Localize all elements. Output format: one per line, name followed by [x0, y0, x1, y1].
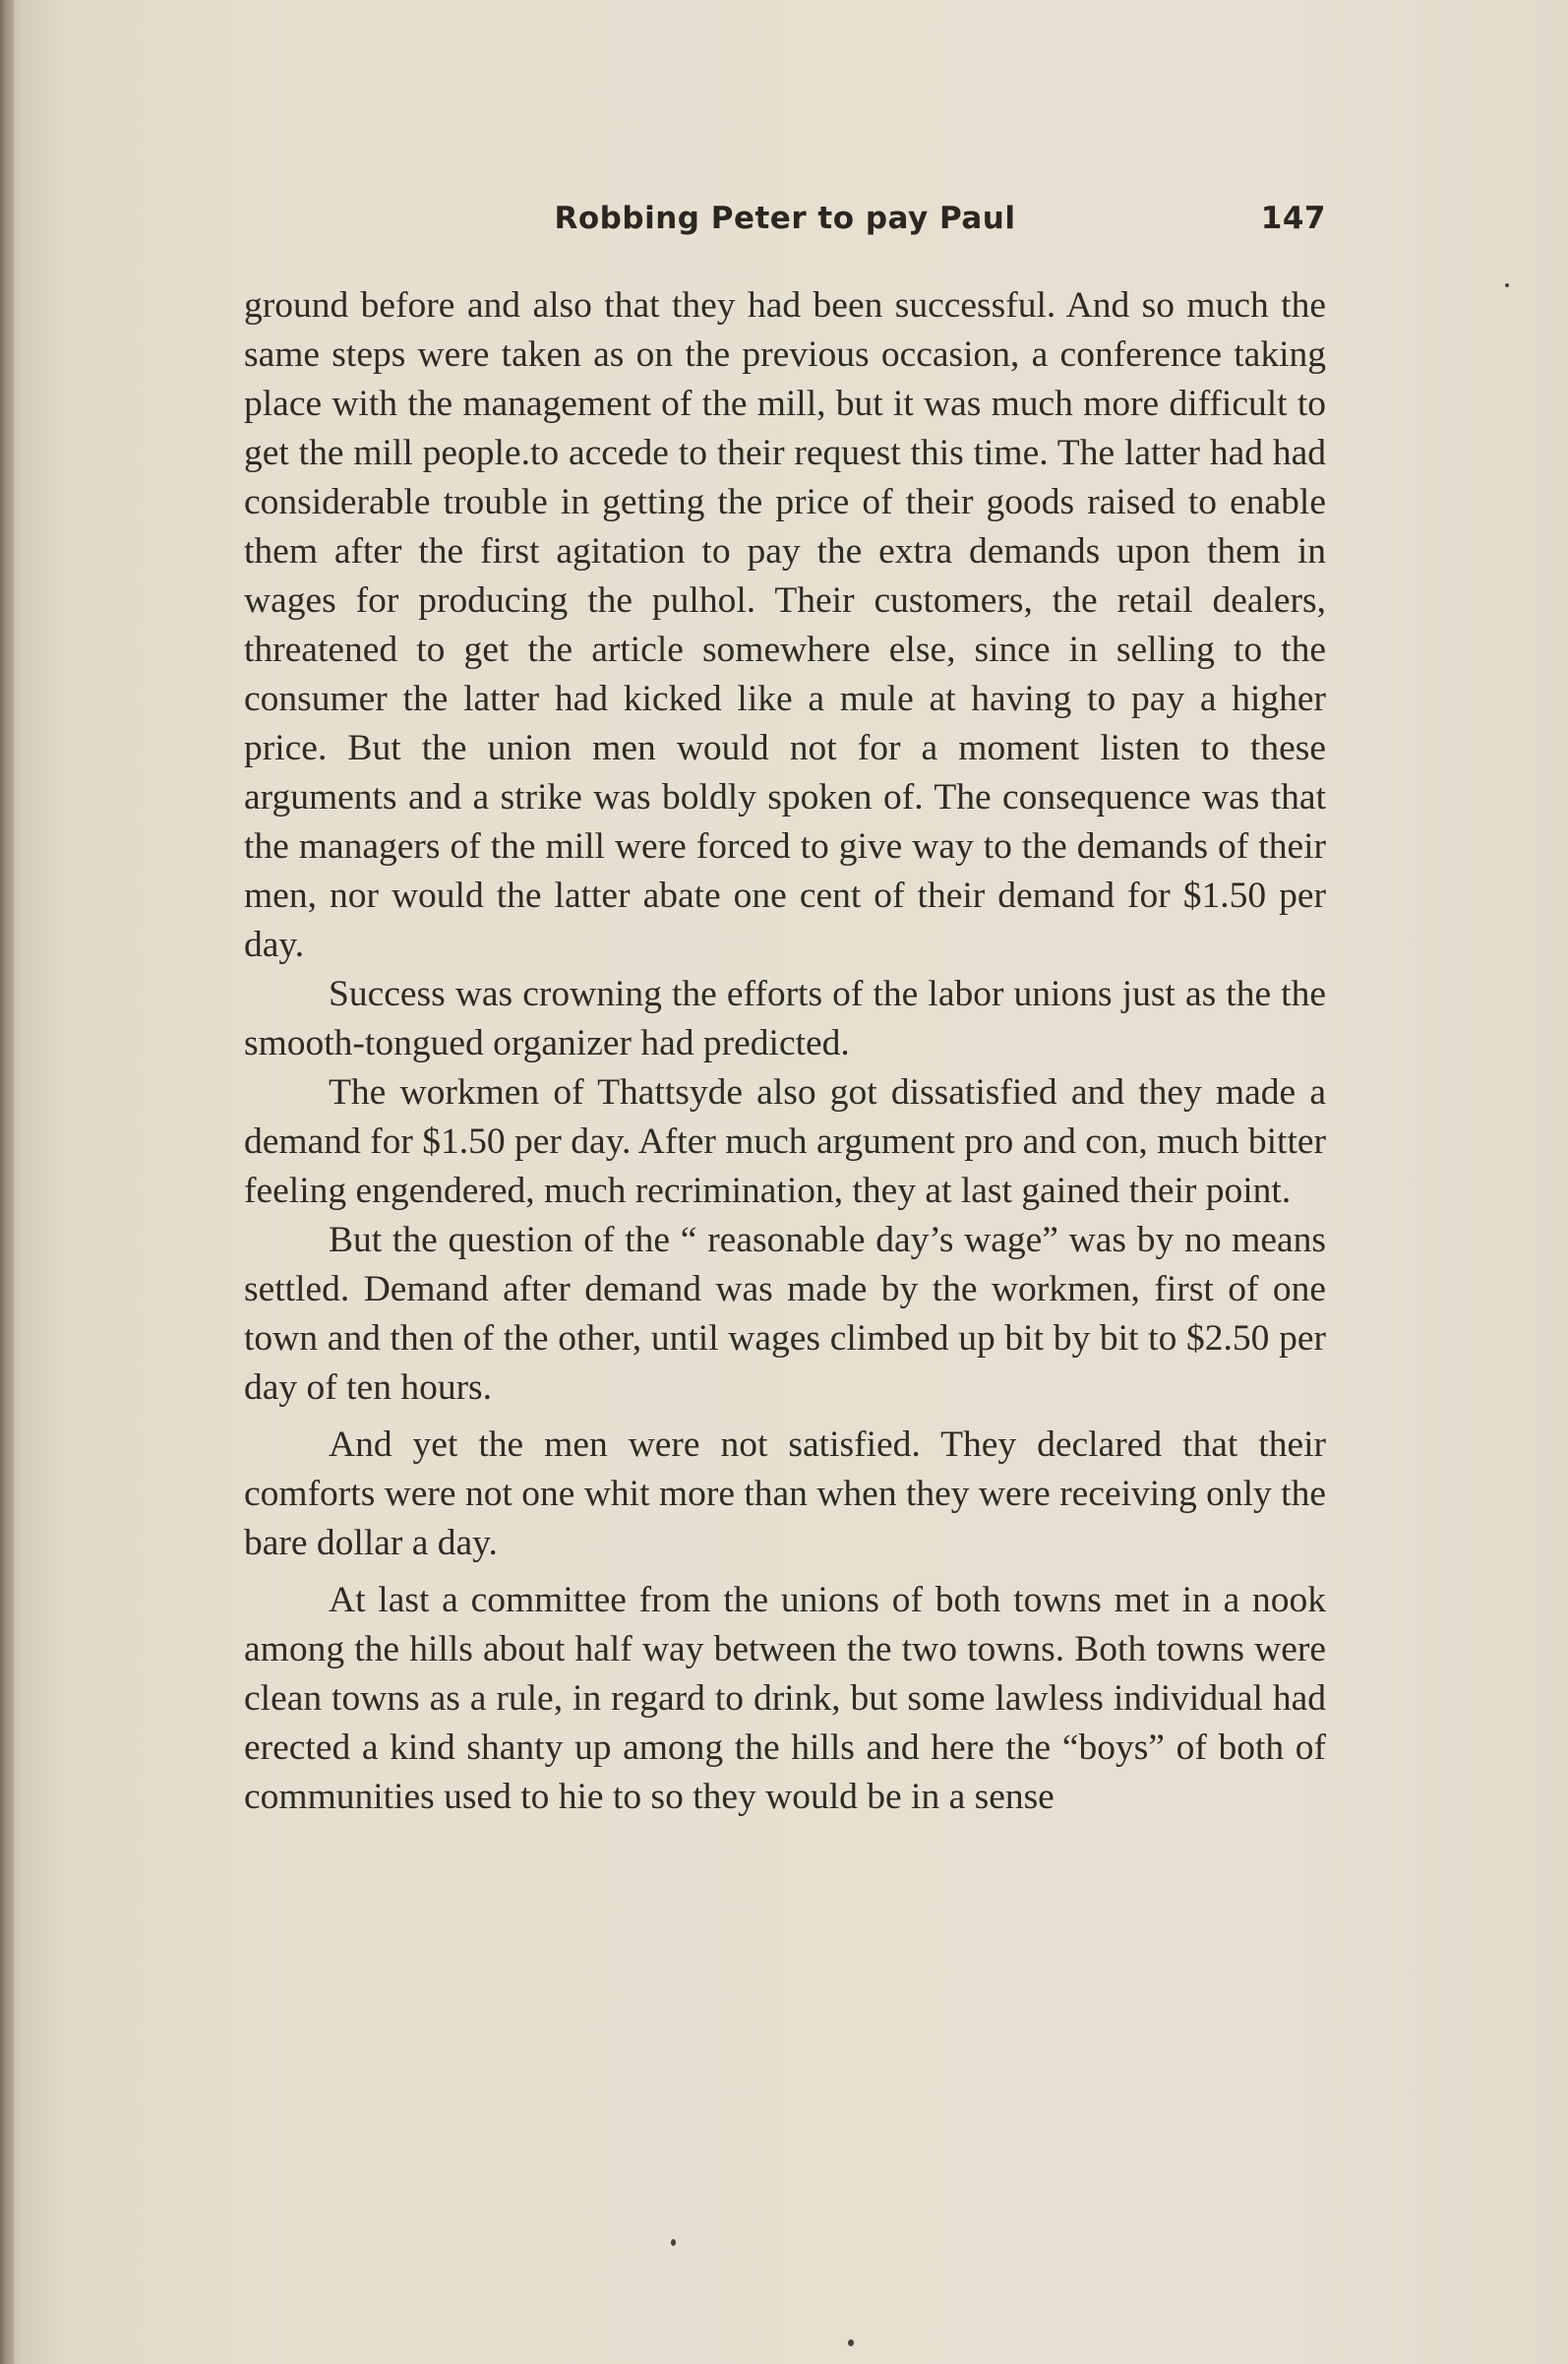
ink-speck: [1505, 283, 1509, 287]
paragraph-3: The workmen of Thattsyde also got dissatisfied and they made a demand for $1.50 per day. After much argument pro and con, much bitter feeling engendered, much recrimination, they at last gained their point.: [244, 1072, 1326, 1211]
paragraph-5: And yet the men were not satisfied. They declared that their comforts were not one whit more than when they were receiving only the bare dollar a day.: [244, 1424, 1326, 1563]
binding-edge: [0, 0, 14, 2364]
page-header: [244, 201, 1326, 250]
ink-speck: [671, 2239, 676, 2246]
paragraph-1: ground before and also that they had been successful. And so much the same steps were taken as on the previous occasion, a conference taking place with the management of the mill, but it was much more difficult to get the mill people.to accede to their request this time. The latter had had considerable trouble in getting the price of their goods raised to enable them after the first agitation to pay the extra demands upon them in wages for producing the pulhol. Their customers, the retail dealers, threatened to get the article somewhere else, since in selling to the consumer the latter had kicked like a mule at having to pay a higher price. But the union men would not for a moment listen to these arguments and a strike was boldly spoken of. The consequence was that the managers of the mill were forced to give way to the demands of their men, nor would the latter abate one cent of their demand for $1.50 per day.: [244, 285, 1326, 965]
running-title: Robbing Peter to pay Paul: [554, 201, 1016, 236]
page-number: 147: [1260, 201, 1326, 236]
paragraph-4: But the question of the “ reasonable day’s wage” was by no means settled. Demand after demand was made by the workmen, first of one town and then of the other, until wages climbed up bit by bit to $2.50 per day of ten hours.: [244, 1220, 1326, 1408]
paragraph-2: Success was crowning the efforts of the labor unions just as the the smooth-tongued organizer had predicted.: [244, 974, 1326, 1063]
body-text: [244, 281, 1326, 1822]
ink-speck: [848, 2339, 854, 2346]
paragraph-6: At last a committee from the unions of both towns met in a nook among the hills about half way between the two towns. Both towns were clean towns as a rule, in regard to drink, but some lawless individual had erected a kind shanty up among the hills and here the “boys” of both of communities used to hie to so they would be in a sense: [244, 1580, 1326, 1817]
